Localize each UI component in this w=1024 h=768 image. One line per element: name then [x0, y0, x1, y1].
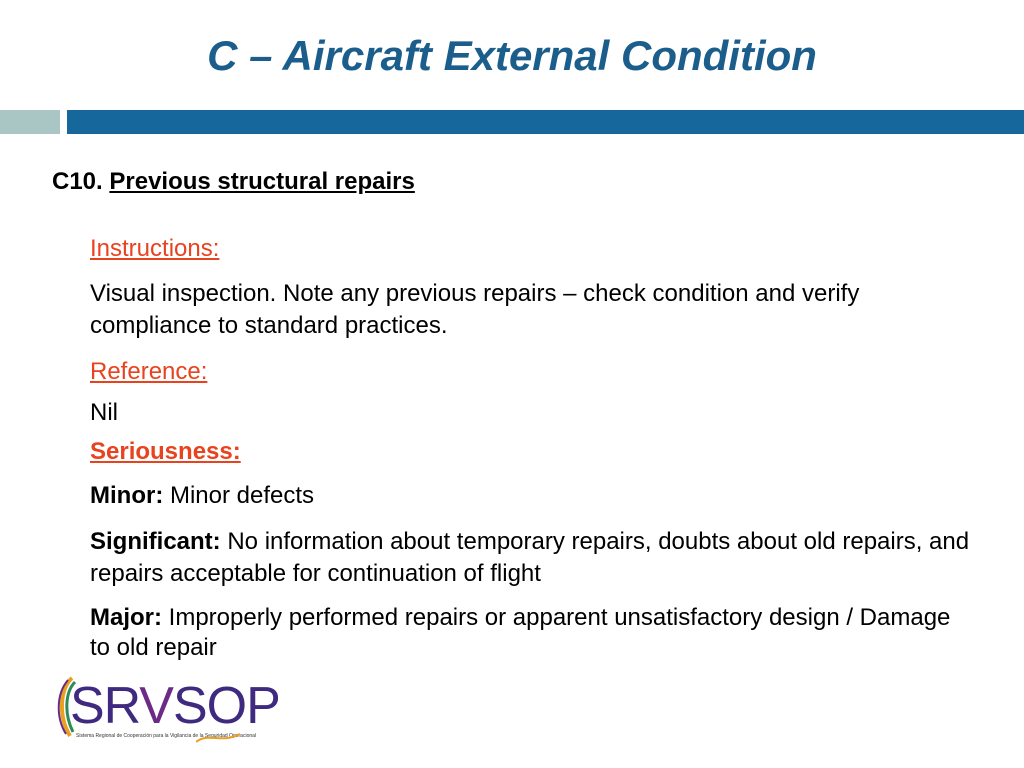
significant-item: [90, 526, 970, 590]
logo-text-end: SOP: [172, 677, 280, 735]
title-band: [67, 110, 1024, 134]
title-band-accent: [0, 110, 60, 134]
logo-flourish-icon: [196, 730, 242, 746]
logo-text-start: SR: [70, 677, 140, 735]
reference-label: Reference:: [90, 358, 208, 385]
section-topic: Previous structural repairs: [109, 168, 415, 195]
significant-text: No information about temporary repairs, doubts about old repairs, and repairs acceptable for continuation of flight: [90, 528, 970, 587]
major-label: Major:: [90, 604, 162, 631]
logo-text-v: V: [139, 677, 173, 735]
reference-text: Nil: [90, 399, 118, 426]
slide-title: C – Aircraft External Condition: [207, 32, 817, 79]
logo-wordmark: [70, 678, 280, 734]
minor-label: Minor:: [90, 482, 164, 509]
significant-label: Significant:: [90, 528, 221, 555]
major-item: [90, 603, 970, 663]
section-heading: [52, 167, 415, 197]
instructions-text: Visual inspection. Note any previous repairs – check condition and verify compliance to standard practices.: [90, 280, 860, 339]
slide-body: [90, 233, 970, 663]
minor-item: [90, 480, 970, 512]
section-code: C10.: [52, 168, 103, 195]
seriousness-label: Seriousness:: [90, 438, 241, 465]
srvsop-logo: [56, 676, 280, 744]
major-text: Improperly performed repairs or apparent unsatisfactory design / Damage to old repair: [90, 604, 951, 661]
instructions-label: Instructions:: [90, 235, 220, 262]
minor-text: Minor defects: [169, 482, 315, 509]
logo-subtitle: Sistema Regional de Cooperación para la Vigilancia de la Seguridad Operacional: [76, 733, 257, 739]
